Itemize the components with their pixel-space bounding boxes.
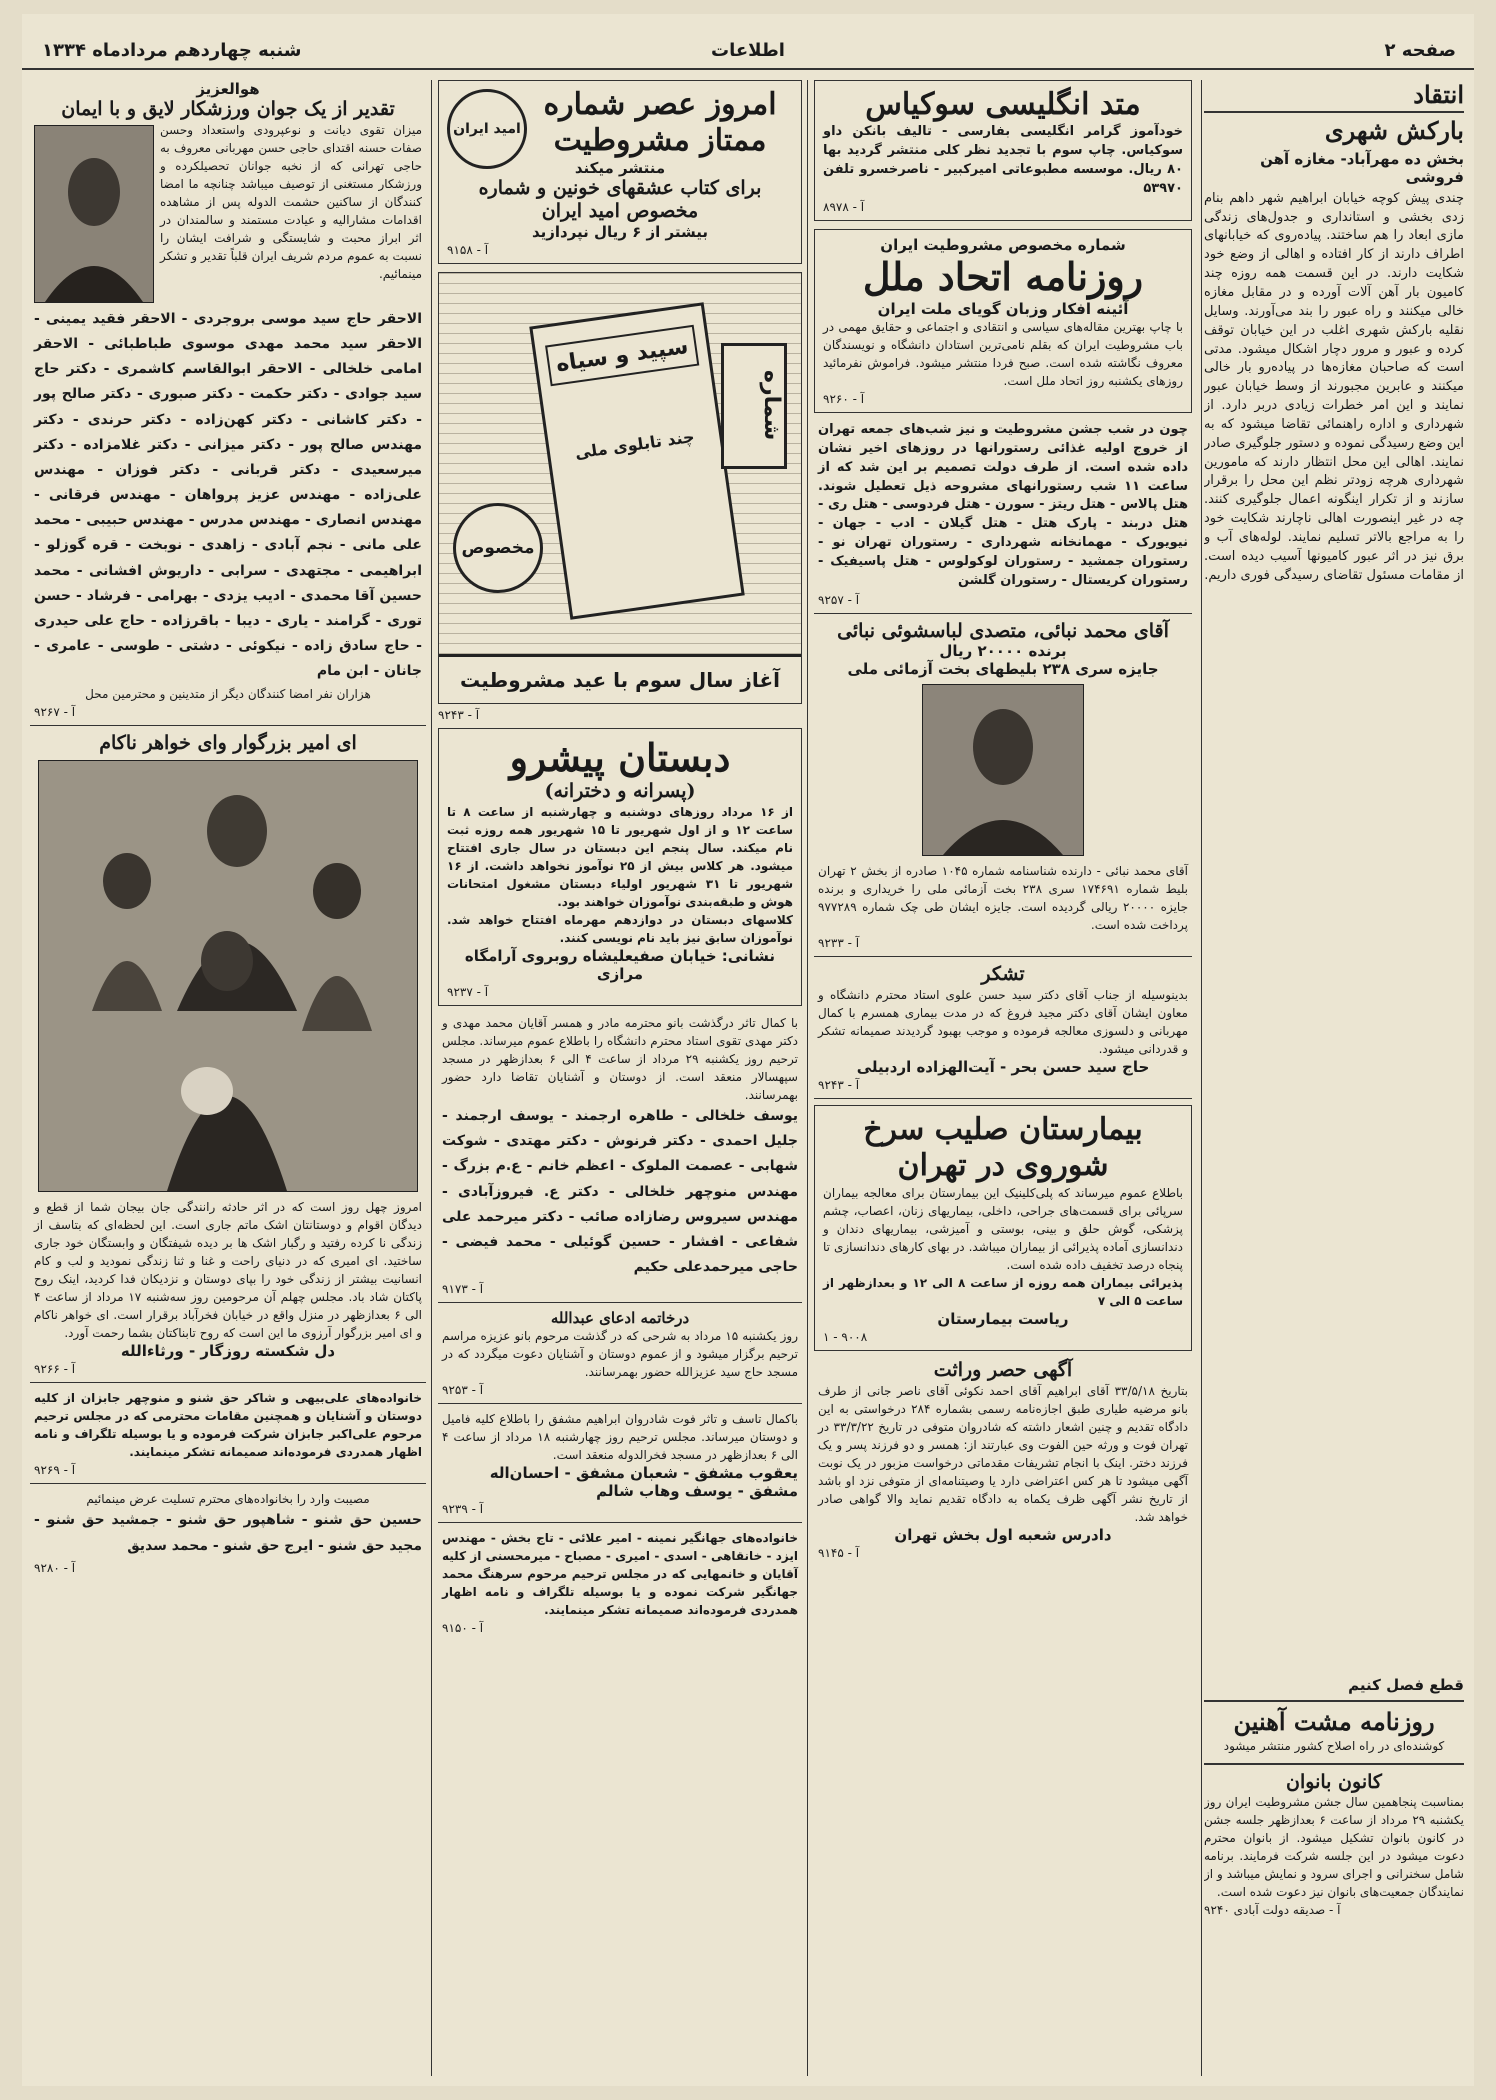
ad-ettehad-code: آ - ۹۲۶۰ bbox=[823, 391, 865, 406]
issue-date: شنبه چهاردهم مردادماه ۱۳۳۴ bbox=[42, 40, 302, 61]
ad-school-address: نشانی: خیابان صفیعلیشاه روبروی آرامگاه مرازی bbox=[464, 946, 776, 983]
ad-inheritance-code: آ - ۹۱۴۵ bbox=[818, 1545, 860, 1560]
ad-restaurants-body: چون در شب جشن مشروطیت و نیز شب‌های جمعه تهران از خروج اولیه غذائی رستورانها در روزهای اخیر نشان داده شده است. از طرف دولت تصمیم بر این شد که از ساعت ۱۱ شب رستورانهای مشروحه ذیل تعطیل شوند. هتل پالاس - هتل ریتز - سورن - هتل فردوسی - هتل ری - هتل دربند - پارک هتل - هتل گیلان - ادب - جهان - نیویورک - مهمانخانه شهرداری - رستوران تهران نو - رستوران جمشید - رستوران لوکولوس - هتل پاسیفیک - رستوران کریستال - رستوران گلشن bbox=[818, 421, 1188, 588]
ad-omid-badge: امید ایران bbox=[447, 89, 527, 169]
ad-school-sub: (پسرانه و دخترانه) bbox=[544, 780, 696, 803]
ad-school bbox=[438, 728, 802, 1006]
ad-appreciation-top: هوالعزیز bbox=[196, 80, 260, 98]
ad-sokias-code: آ - ۸۹۷۸ bbox=[823, 200, 865, 215]
family-photo bbox=[38, 760, 418, 1192]
newspaper-page bbox=[22, 14, 1474, 2086]
ad-condolence-3-code: آ - ۹۲۳۹ bbox=[442, 1502, 484, 1517]
column-two bbox=[814, 80, 1192, 2076]
ad-inheritance-body: بتاریخ ۳۳/۵/۱۸ آقای ابراهیم آقای احمد نکوئی آقای ناصر جانی از طرف بانو مرضیه طیاری طبق اجازه‌نامه رسمی بشماره ۲۸۴ درخواستی به این دادگاه تقدیم و چنین اشعار داشته که شادروان متوفی در تاریخ ۳۳/۳/۲۲ در تهران فوت و ورثه حین الفوت وی عبارتند از: همسر و دو فرزند پسر و یک فرزند دختر. اینک با انجام تشریفات مقدماتی درخواست مزبور در یک نوبت آگهی میشود تا هر کس اعتراضی دارد یا وصیتنامه‌ای از متوفی نزد او باشد از تاریخ نشر آگهی ظرف یکماه به دادگاه تقدیم نماید والا گواهی صادر خواهد شد. bbox=[818, 1383, 1189, 1524]
ad-women-code: ۹۲۴۰ آ - صدیقه دولت آبادی bbox=[1204, 1903, 1341, 1918]
ad-ettehad-title: روزنامه اتحاد ملل bbox=[862, 254, 1144, 300]
ad-restaurants bbox=[814, 421, 1192, 614]
ad-hospital-signature: ریاست بیمارستان bbox=[937, 1310, 1069, 1329]
article-title: بارکش شهری bbox=[1324, 116, 1464, 145]
ad-inheritance-title: آگهی حصر وراثت bbox=[933, 1359, 1073, 1382]
page-number: صفحه ۲ bbox=[1384, 40, 1456, 61]
ad-thanks-family-body: خانواده‌های علی‌بیهی و شاکر حق شنو و منوچهر جابزان از کلیه دوستان و آشنایان و همچنین مقامات محترمی که در مجلس ترحیم مرحوم علی‌اکبر جابزان شرکت فرموده و یا بوسیله تلگراف و نامه اظهار همدردی فرموده‌اند صمیمانه تشکر مینمایند. bbox=[34, 1391, 422, 1460]
ad-condolence-2 bbox=[438, 1309, 802, 1404]
portrait-photo bbox=[922, 684, 1084, 856]
ad-condolence-1-code: آ - ۹۱۷۳ bbox=[442, 1282, 484, 1297]
ad-appreciation-title: تقدیر از یک جوان ورزشکار لایق و با ایمان bbox=[61, 98, 395, 120]
ad-mosht-sub: کوشنده‌ای در راه اصلاح کشور منتشر میشود bbox=[1223, 1738, 1445, 1753]
article-subtitle: بخش ده مهرآباد- مغازه آهن فروشی bbox=[1260, 149, 1464, 186]
ad-omid-price: بیشتر از ۶ ریال نپردازید bbox=[531, 222, 709, 241]
ad-condolence-1-names: یوسف خلخالی - طاهره ارجمند - یوسف ارجمند - جلیل احمدی - دکتر فرنوش - دکتر مهتدی - شوکت شهابی - عصمت الملوک - اعظم خانم - ع.م بزرگ - مهندس منوچهر خلخالی - دکتر ع. فیروزآبادی - مهندس سیروس رضازاده صائب - دکتر میرحمد علی شفاعی - افشار - حسین گوئیلی - محمد فیضی - حاجی میرحمدعلی حکیم bbox=[442, 1107, 798, 1276]
ad-condolence-2-body: روز یکشنبه ۱۵ مرداد به شرحی که در گذشت مرحوم بانو عزیزه مراسم ترحیم برگزار میشود و از عموم دوستان و آشنایان دعوت میگردد که در مسجد حاج سید عزیزالله حضور بهمرسانند. bbox=[442, 1329, 798, 1380]
ad-memorial-title: ای امیر بزرگوار وای خواهر ناکام bbox=[99, 731, 357, 754]
young-man-figure bbox=[35, 126, 153, 302]
ad-sepid-footer: آغاز سال سوم با عید مشروطیت bbox=[439, 654, 801, 703]
ad-appreciation-names: الاحقر حاج سید موسی بروجردی - الاحقر فقید یمینی - الاحقر سید محمد مهدی موسوی طباطبائی - الاحقر امامی خلخالی - الاحقر ابوالقاسم کاشمری - دکتر حاج سید جوادی - دکتر حکمت - دکتر صبوری - دکتر صالح پور - دکتر کاشانی - دکتر کهن‌زاده - دکتر حرندی - دکتر مهندس صالح پور - دکتر میزانی - دکتر غلامزاده - دکتر میرسعیدی - دکتر قربانی - دکتر فوزان - مهندس علی‌زاده - مهندس عزیز پرواهان - مهندس فرقانی - مهندس انصاری - مهندس مدرس - مهندس حبیبی - محمد علی مانی - نجم آبادی - زاهدی - نوبخت - قره گوزلو - ابراهیمی - مجتهدی - سرابی - داریوش افشانی - محمد حسین آقا محمدی - ادیب یزدی - بهرامی - فرشاد - حسن توری - گرامند - یاری - دیبا - باقرزاده - حاج علی حیدری - حاج سادق زاده - نیکوئی - دشتی - طوسی - عامری - جانان - ابن مام bbox=[34, 310, 422, 680]
ad-lottery-body: آقای محمد نبائی - دارنده شناسنامه شماره ۱۰۴۵ صادره از بخش ۲ تهران بلیط شماره ۱۷۴۶۹۱ سری ۲۳۸ بخت آزمائی ملی را خریداری و برنده جایزه ۲۰۰۰۰ ریالی گردیده است. جایزه ایشان طی چک شماره ۹۷۷۲۸۹ پرداخت شده است. bbox=[818, 864, 1189, 933]
ad-school-footer: کلاسهای دبستان در دوازدهم مهرماه افتتاح خواهد شد. نوآموزان سابق نیز باید نام نویسی کنند. bbox=[447, 912, 793, 945]
ad-hospital-hours: پذیرائی بیماران همه روزه از ساعت ۸ الی ۱۲ و بعدازظهر از ساعت ۵ الی ۷ bbox=[823, 1276, 1184, 1309]
ad-appreciation-footer: هزاران نفر امضا کنندگان دیگر از متدینین و محترمین محل bbox=[85, 686, 371, 701]
ad-sokias bbox=[814, 80, 1192, 221]
article-signature: قطع فصل کنیم bbox=[1348, 1675, 1464, 1694]
ad-sepid-siah bbox=[438, 272, 802, 704]
ad-ettehad-body: با چاپ بهترین مقاله‌های سیاسی و انتقادی و اجتماعی و حقایق مهمی در باب مشروطیت ایران که بقلم نامی‌ترین استادان دانشگاه و نویسندگان معروف نگاشته شده است. صبح فردا منتشر میشود. فراموش نفرمائید روزهای یکشنبه روز اتحاد ملل است. bbox=[823, 319, 1183, 388]
column-rule bbox=[431, 80, 432, 2076]
magazine-title: سپید و سیاه bbox=[545, 324, 699, 385]
ad-omid-title: امروز عصر شماره bbox=[543, 87, 777, 122]
ad-appreciation-body: میزان تقوی دیانت و نوعپرودی واستعداد وحسن صفات حسنه اقتدای حاجی حسن مهربانی معروف به حاجی تهرانی که از نخبه جوانان تحصیلکرده و ورزشکار مستغنی از توصیف میباشد چنانچه ما امضا کنندگان از ساکنین حشمت الدوله پس از مشاهده اقدامات مشارالیه و عیادت مستمند و سالمندان در اثر ابراز محبت و شایستگی و شرافت ایشان را نسبت به عموم مردم شریف ایران قلباً تقدیر و تشکر مینمائیم. bbox=[160, 122, 422, 281]
ad-condolence-4-body: خانواده‌های جهانگیر نمینه - امیر علائی - تاج بخش - مهندس ایزد - خانقاهی - اسدی - امیری - مصباح - میرمحسنی از کلیه آقایان و خانمهایی که در مجلس ترحیم مرحوم سرهنگ محمد جهانگیر شرکت نموده و یا بوسیله تلگراف و نامه اظهار همدردی فرموده‌اند صمیمانه تشکر مینمایند. bbox=[442, 1531, 798, 1618]
article-body: چندی پیش کوچه خیابان ابراهیم شهر داهم بنام زدی بخشی و استانداری و جدول‌های زندگی مازی ابعاد را هم ساختند. پیاده‌روی که خیابانهای اطراف دارند از کار افتاده و اهالی از وضع خود شکایت دارند. در این قسمت همه روزه چند کامیون بار آهن آلات آورده و در مقابل مغازه خالی میکنند و راه عبور را بند می‌آورند. وسایل نقلیه بارکش شهری اغلب در این خیابان توقف کرده و عبور و مرور دچار اشکال میشود. مدتی است که صاحبان مغازه‌ها در پیاده‌رو بار خالی میکنند و عابرین مجبورند از وسط خیابان عبور نمایند و این امر خطرات زیادی دربر دارد. از شهرداری و اداره راهنمائی تقاضا میشود که به این وضع رسیدگی نموده و دستور جلوگیری صادر نمایند. اهالی این محل انتظار دارند که مامورین شهرداری هرچه زودتر نظم این محل را برقرار سازند و از تکرار اینگونه اعمال جلوگیری کنند. چه در غیر اینصورت اهالی ناچارند شکایت خود را به مراجع بالاتر تسلیم نمایند. لوله‌های آب و برق نیز در اثر عبور کامیونها آسیب دیده است. از مقامات مسئول تقاضای رسیدگی فوری داریم. bbox=[1204, 190, 1464, 583]
ad-ettehad-kicker: شماره مخصوص مشروطیت ایران bbox=[880, 236, 1126, 255]
ad-lottery-code: آ - ۹۲۳۳ bbox=[818, 936, 860, 951]
magazine-note: چند تابلوی ملی bbox=[573, 426, 696, 463]
ad-school-title: دبستان پیشرو bbox=[509, 734, 731, 780]
ad-thanks bbox=[814, 963, 1192, 1099]
ad-appreciation bbox=[30, 80, 426, 726]
ad-omid-code: آ - ۹۱۵۸ bbox=[447, 242, 489, 257]
ad-condolence-2-code: آ - ۹۲۵۳ bbox=[442, 1383, 484, 1398]
ad-sepid-code: آ - ۹۲۴۳ bbox=[438, 707, 480, 722]
ad-condolence-3 bbox=[438, 1410, 802, 1523]
ad-appreciation-code: آ - ۹۲۶۷ bbox=[34, 704, 76, 719]
ad-hospital-title: بیمارستان صلیب سرخ bbox=[863, 1112, 1143, 1148]
ad-omid-iran bbox=[438, 80, 802, 264]
ad-condolence-3-body: باکمال تاسف و تاثر فوت شادروان ابراهیم مشفق را باطلاع کلیه فامیل و دوستان میرساند. مجلس ترحیم روز چهارشنبه ۱۸ مرداد از ساعت ۴ الی ۶ بعدازظهر در مسجد فخرالدوله منعقد است. bbox=[442, 1412, 798, 1463]
ad-inheritance-signature: دادرس شعبه اول بخش تهران bbox=[894, 1525, 1112, 1544]
ad-ettehad-sub: آئینه افکار وزبان گویای ملت ایران bbox=[877, 299, 1129, 318]
ad-memorial-code: آ - ۹۲۶۶ bbox=[34, 1362, 76, 1377]
ad-sympathy-note: مصیبت وارد را بخانواده‌های محترم تسلیت عرض مینمائیم bbox=[86, 1492, 370, 1507]
ad-omid-title2: ممتاز مشروطیت bbox=[553, 123, 767, 158]
ad-condolence-4-code: آ - ۹۱۵۰ bbox=[442, 1621, 484, 1636]
ad-school-code: آ - ۹۲۳۷ bbox=[447, 984, 489, 999]
ad-lottery-sub2: جایزه سری ۲۳۸ بلیطهای بخت آزمائی ملی bbox=[847, 660, 1159, 679]
ad-thanks-family-code: آ - ۹۲۶۹ bbox=[34, 1463, 76, 1478]
ad-thanks-code: آ - ۹۲۴۳ bbox=[818, 1078, 860, 1093]
ad-condolence-1-body: با کمال تاثر درگذشت بانو محترمه مادر و همسر آقایان محمد مهدی و دکتر مهدی تقوی استاد محترم دانشگاه را باطلاع عموم میرساند. مجلس ترحیم روز یکشنبه ۲۹ مرداد از ساعت ۴ الی ۶ بعدازظهر در مسجد سپهسالار منعقد است. از دوستان و آشنایان تقاضا دارد حضور بهمرسانند. bbox=[442, 1015, 798, 1102]
ad-condolence-4 bbox=[438, 1529, 802, 1635]
ad-lottery-title: آقای محمد نبائی، متصدی لباسشوئی نبائی bbox=[837, 619, 1169, 642]
ad-inheritance bbox=[814, 1359, 1192, 1560]
ad-women-title: کانون بانوان bbox=[1286, 1770, 1382, 1793]
special-badge: مخصوص bbox=[453, 503, 543, 593]
paper-name: اطلاعات bbox=[711, 40, 785, 61]
column-criticism bbox=[1204, 80, 1464, 2076]
column-rule bbox=[807, 80, 808, 2076]
ad-thanks-title: تشکر bbox=[981, 963, 1025, 986]
ad-omid-line: منتشر میکند bbox=[574, 159, 666, 177]
ad-memorial bbox=[30, 732, 426, 1384]
ad-school-body: از ۱۶ مرداد روزهای دوشنبه و چهارشنبه از ساعت ۸ تا ساعت ۱۲ و از اول شهریور تا ۱۵ شهریور همه روزه ثبت نام میکند. سال پنجم این دبستان در سال جاری افتتاح میشود. هر کلاس بیش از ۲۵ نوآموز نخواهد داشت. از ۱۶ شهریور تا ۳۱ شهریور اولیاء دبستان مشغول امتحانات هوش و طبقه‌بندی نوآموزان خواهند بود. bbox=[447, 804, 793, 909]
ad-sokias-title: متد انگلیسی سوکیاس bbox=[865, 87, 1141, 122]
portrait-figure bbox=[923, 685, 1083, 855]
family-figure bbox=[38, 761, 417, 1191]
ad-hospital bbox=[814, 1105, 1192, 1351]
ad-memorial-body: امروز چهل روز است که در اثر حادثه رانندگی جان بیجان شما از قطع و دیدگان اقوام و دوستانتان اشک ماتم جاری است. این لحظه‌ای که بتاسف از زندگی نا کرده رفتید و رگبار اشک ها بر دیده شیفتگان و وابستگان خود جاری ساختید. ای امیری که در دنیای راحت و غنا و ثنا زندگی نمودید و لب و کام انسانیت بیشتر از زندگی خود را بپای دوستان و نزدیکان فدا کردید، اینک روح پاکتان شاد باد. مجلس چهلم آن مرحومین روز سه‌شنبه ۱۷ مرداد از ساعت ۴ الی ۶ بعدازظهر در منزل واقع در خیابان فخرآباد برقرار است. ای خواهر ناکام و ای امیر بزرگوار آرزوی ما این است که روح تابناکتان بشما رحمت آورد. bbox=[34, 1200, 422, 1341]
ad-thanks-body: بدینوسیله از جناب آقای دکتر سید حسن علوی استاد محترم دانشگاه و معاون ایشان آقای دکتر مجید فروغ که در مدت بیماری همسرم با کمال مهربانی و دلسوزی معالجه فرموده و موجب بهبود گردیدند صمیمانه تشکر و قدردانی میشود. bbox=[818, 988, 1188, 1057]
ad-women bbox=[1204, 1763, 1464, 1918]
ad-thanks-family bbox=[30, 1389, 426, 1484]
ad-lottery bbox=[814, 620, 1192, 958]
ad-hospital-body: باطلاع عموم میرساند که پلی‌کلینیک این بیمارستان برای معالجه بیماران سرپائی برای قسمت‌های جراحی، داخلی، بیماریهای زنان، اعصاب، چشم پزشکی، گوش حلق و بینی، بوستی و آمیزشی، بیماریهای دندان و دندانسازی آماده پذیرائی از بیماران میباشد. در بهای کارهای دندانسازی تا پنجاه درصد تخفیف داده شده است. bbox=[823, 1186, 1183, 1273]
ad-women-body: بمناسبت پنجاهمین سال جشن مشروطیت ایران روز یکشنبه ۲۹ مرداد از ساعت ۶ بعدازظهر جلسه جشن در کانون بانوان تشکیل میشود. از بانوان محترم دعوت میشود در این جلسه شرکت فرمایند. برنامه شامل سخنرانی و اجرای سرود و نمایش میباشد و از نمایندگان جمعیت‌های بانوان نیز دعوت شده است. bbox=[1204, 1795, 1464, 1900]
page-header bbox=[22, 38, 1474, 70]
ad-restaurants-code: آ - ۹۲۵۷ bbox=[818, 592, 860, 607]
ad-ettehad bbox=[814, 229, 1192, 413]
ad-thanks-signature: حاج سید حسن بحر - آیت‌الهزاده اردبیلی bbox=[856, 1058, 1150, 1077]
young-man-photo bbox=[34, 125, 154, 303]
ad-condolence-2-title: درخاتمه ادعای عبدالله bbox=[550, 1309, 690, 1328]
ad-condolence-3-signature: یعقوب مشفق - شعبان مشفق - احسان‌اله مشفق - یوسف وهاب شالم bbox=[489, 1464, 798, 1501]
ad-sympathy bbox=[30, 1490, 426, 1574]
column-three bbox=[438, 80, 802, 2076]
column-four bbox=[30, 80, 426, 2076]
ad-sympathy-code: آ - ۹۲۸۰ bbox=[34, 1560, 76, 1575]
ad-mosht-title: روزنامه مشت آهنین bbox=[1233, 1706, 1435, 1736]
section-title: انتقاد bbox=[1204, 80, 1464, 113]
column-rule bbox=[1201, 80, 1202, 2076]
ad-memorial-signature: دل شکسته روزگار - ورثاءالله bbox=[120, 1342, 336, 1361]
ad-mosht bbox=[1204, 1700, 1464, 1755]
ad-sokias-body: خودآموز گرامر انگلیسی بفارسی - تالیف بانکن داو سوکیاس. چاپ سوم با تجدید نظر کلی منتشر گردید بها ۸۰ ریال. موسسه مطبوعاتی امیرکبیر - ناصرخسرو تلفن ۵۳۹۷۰ bbox=[823, 124, 1183, 196]
ad-condolence-1 bbox=[438, 1014, 802, 1303]
ad-hospital-code: ۱ - ۹۰۰۸ bbox=[823, 1330, 868, 1345]
ad-omid-body: برای کتاب عشقهای خونین و شماره مخصوص امید ایران bbox=[478, 177, 762, 222]
issue-label: شماره bbox=[721, 343, 787, 469]
ad-sympathy-names: حسین حق شنو - شاهپور حق شنو - جمشید حق شنو - مجید حق شنو - ایرج حق شنو - محمد سدیق bbox=[34, 1512, 422, 1554]
ad-lottery-sub: برنده ۲۰۰۰۰ ریال bbox=[939, 642, 1067, 661]
ad-hospital-title2: شوروی در تهران bbox=[897, 1148, 1109, 1184]
